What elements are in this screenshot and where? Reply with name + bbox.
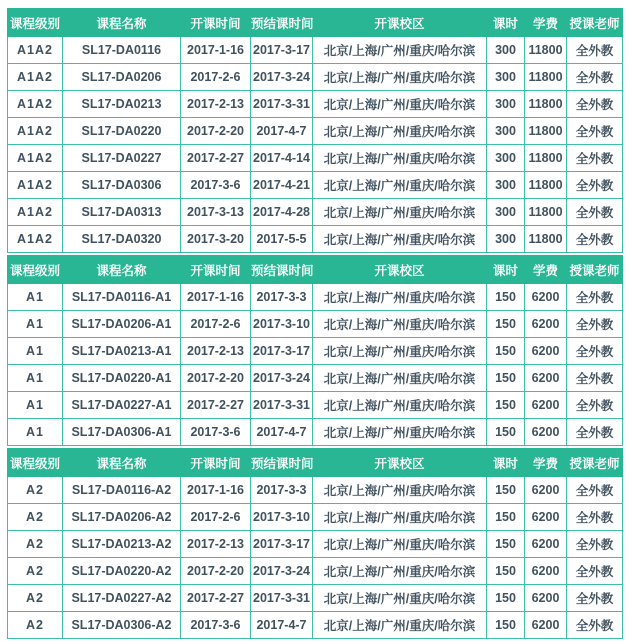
course-table-A2 [7,448,623,639]
table-cell: 北京/上海/广州/重庆/哈尔滨 [313,226,487,253]
table-cell: 2017-2-13 [181,531,251,558]
table-cell: 2017-3-6 [181,612,251,639]
column-header: 课程名称 [63,256,181,284]
table-cell: 300 [487,37,525,64]
table-cell: SL17-DA0227 [63,145,181,172]
table-cell: A2 [8,558,63,585]
table-cell: 150 [487,284,525,311]
table-cell: 6200 [525,504,567,531]
header-row [8,449,623,477]
table-row [8,145,623,172]
table-cell: SL17-DA0206-A2 [63,504,181,531]
table-cell: 北京/上海/广州/重庆/哈尔滨 [313,504,487,531]
table-cell: 北京/上海/广州/重庆/哈尔滨 [313,172,487,199]
table-cell: 6200 [525,284,567,311]
table-cell: 北京/上海/广州/重庆/哈尔滨 [313,284,487,311]
table-cell: 6200 [525,311,567,338]
table-cell: SL17-DA0220-A1 [63,365,181,392]
table-cell: 2017-1-16 [181,284,251,311]
course-table-A1 [7,255,623,446]
table-cell: 2017-4-14 [251,145,313,172]
table-cell: A1 [8,365,63,392]
table-cell: 300 [487,118,525,145]
column-header: 课程名称 [63,449,181,477]
table-row [8,477,623,504]
table-cell: 全外教 [567,118,623,145]
table-row [8,612,623,639]
table-cell: 2017-3-6 [181,419,251,446]
table-row [8,504,623,531]
table-cell: SL17-DA0227-A1 [63,392,181,419]
table-cell: 北京/上海/广州/重庆/哈尔滨 [313,477,487,504]
table-cell: 北京/上海/广州/重庆/哈尔滨 [313,419,487,446]
table-cell: 北京/上海/广州/重庆/哈尔滨 [313,37,487,64]
table-cell: A2 [8,585,63,612]
table-cell: 150 [487,338,525,365]
column-header: 学费 [525,256,567,284]
table-cell: 全外教 [567,392,623,419]
table-cell: 150 [487,477,525,504]
table-cell: 2017-4-28 [251,199,313,226]
table-cell: SL17-DA0320 [63,226,181,253]
table-cell: 2017-2-27 [181,585,251,612]
header-row [8,256,623,284]
table-cell: 全外教 [567,311,623,338]
table-cell: 2017-3-24 [251,64,313,91]
table-cell: 2017-4-21 [251,172,313,199]
table-cell: 全外教 [567,531,623,558]
table-cell: A1 [8,338,63,365]
table-cell: 全外教 [567,477,623,504]
table-cell: SL17-DA0213-A2 [63,531,181,558]
table-cell: 2017-3-10 [251,504,313,531]
table-cell: SL17-DA0206 [63,64,181,91]
table-cell: 6200 [525,419,567,446]
table-cell: 11800 [525,172,567,199]
table-cell: 全外教 [567,365,623,392]
column-header: 预结课时间 [251,9,313,37]
table-cell: 6200 [525,338,567,365]
table-cell: 2017-1-16 [181,477,251,504]
table-cell: SL17-DA0116-A1 [63,284,181,311]
column-header: 课时 [487,256,525,284]
table-cell: 2017-4-7 [251,612,313,639]
column-header: 课程名称 [63,9,181,37]
table-cell: A1A2 [8,91,63,118]
table-cell: 150 [487,612,525,639]
table-cell: 北京/上海/广州/重庆/哈尔滨 [313,365,487,392]
table-cell: 150 [487,365,525,392]
table-cell: 150 [487,531,525,558]
table-cell: 2017-4-7 [251,419,313,446]
table-cell: 150 [487,585,525,612]
table-row [8,91,623,118]
table-cell: 全外教 [567,612,623,639]
table-cell: 150 [487,558,525,585]
column-header: 课程级别 [8,256,63,284]
table-cell: 11800 [525,91,567,118]
table-cell: 2017-3-13 [181,199,251,226]
table-cell: 全外教 [567,284,623,311]
column-header: 开课校区 [313,449,487,477]
table-cell: 2017-2-13 [181,91,251,118]
table-cell: 2017-3-17 [251,338,313,365]
table-cell: 2017-3-31 [251,585,313,612]
column-header: 课时 [487,449,525,477]
table-cell: A2 [8,612,63,639]
table-cell: A1 [8,284,63,311]
table-row [8,37,623,64]
column-header: 开课时间 [181,9,251,37]
table-cell: 150 [487,311,525,338]
table-cell: 北京/上海/广州/重庆/哈尔滨 [313,91,487,118]
table-row [8,118,623,145]
table-cell: 2017-3-17 [251,37,313,64]
table-cell: 北京/上海/广州/重庆/哈尔滨 [313,612,487,639]
table-cell: 300 [487,145,525,172]
table-cell: 2017-2-20 [181,365,251,392]
table-cell: 2017-3-3 [251,284,313,311]
table-cell: 2017-3-10 [251,311,313,338]
table-cell: 6200 [525,585,567,612]
table-cell: 2017-2-27 [181,392,251,419]
table-cell: 2017-3-3 [251,477,313,504]
column-header: 开课校区 [313,256,487,284]
table-cell: 11800 [525,37,567,64]
column-header: 开课时间 [181,449,251,477]
table-cell: 11800 [525,199,567,226]
table-cell: A1 [8,419,63,446]
column-header: 开课校区 [313,9,487,37]
table-row [8,199,623,226]
table-cell: SL17-DA0306-A1 [63,419,181,446]
table-cell: A1A2 [8,118,63,145]
column-header: 预结课时间 [251,256,313,284]
table-cell: 6200 [525,531,567,558]
table-row [8,172,623,199]
column-header: 课程级别 [8,449,63,477]
table-cell: 2017-3-31 [251,392,313,419]
table-row [8,392,623,419]
table-cell: 全外教 [567,338,623,365]
table-cell: A1 [8,392,63,419]
table-cell: 2017-3-6 [181,172,251,199]
table-row [8,585,623,612]
table-cell: 2017-3-24 [251,365,313,392]
table-row [8,226,623,253]
table-cell: 全外教 [567,172,623,199]
table-cell: SL17-DA0306 [63,172,181,199]
table-cell: 6200 [525,477,567,504]
table-cell: 全外教 [567,64,623,91]
table-row [8,311,623,338]
table-cell: 全外教 [567,504,623,531]
table-cell: 2017-2-6 [181,504,251,531]
table-cell: 11800 [525,145,567,172]
column-header: 学费 [525,9,567,37]
table-cell: SL17-DA0213-A1 [63,338,181,365]
table-row [8,365,623,392]
table-cell: 300 [487,226,525,253]
table-cell: A1A2 [8,64,63,91]
table-cell: 6200 [525,558,567,585]
table-cell: A1 [8,311,63,338]
column-header: 学费 [525,449,567,477]
table-cell: 2017-2-13 [181,338,251,365]
table-cell: 2017-2-27 [181,145,251,172]
table-cell: 北京/上海/广州/重庆/哈尔滨 [313,585,487,612]
table-cell: SL17-DA0313 [63,199,181,226]
table-cell: A1A2 [8,145,63,172]
table-cell: 北京/上海/广州/重庆/哈尔滨 [313,145,487,172]
column-header: 授课老师 [567,256,623,284]
table-cell: 2017-2-6 [181,64,251,91]
table-cell: 2017-3-24 [251,558,313,585]
table-cell: 全外教 [567,226,623,253]
column-header: 课时 [487,9,525,37]
table-cell: A1A2 [8,199,63,226]
table-cell: 2017-5-5 [251,226,313,253]
column-header: 开课时间 [181,256,251,284]
table-cell: 北京/上海/广州/重庆/哈尔滨 [313,199,487,226]
table-cell: 300 [487,64,525,91]
table-cell: 150 [487,419,525,446]
table-cell: 2017-4-7 [251,118,313,145]
table-cell: 300 [487,91,525,118]
table-cell: A1A2 [8,226,63,253]
column-header: 课程级别 [8,9,63,37]
table-cell: 北京/上海/广州/重庆/哈尔滨 [313,118,487,145]
table-cell: SL17-DA0220 [63,118,181,145]
table-cell: SL17-DA0213 [63,91,181,118]
table-cell: 2017-3-17 [251,531,313,558]
table-cell: 全外教 [567,199,623,226]
table-cell: 150 [487,392,525,419]
table-cell: 2017-1-16 [181,37,251,64]
table-cell: 全外教 [567,91,623,118]
table-cell: 全外教 [567,145,623,172]
table-cell: 2017-3-20 [181,226,251,253]
table-cell: 2017-2-6 [181,311,251,338]
table-cell: A2 [8,531,63,558]
column-header: 授课老师 [567,9,623,37]
table-cell: 150 [487,504,525,531]
table-cell: 6200 [525,365,567,392]
table-cell: 北京/上海/广州/重庆/哈尔滨 [313,338,487,365]
table-cell: 11800 [525,118,567,145]
table-cell: 6200 [525,392,567,419]
table-row [8,558,623,585]
table-cell: A2 [8,504,63,531]
table-cell: 北京/上海/广州/重庆/哈尔滨 [313,558,487,585]
table-cell: 300 [487,172,525,199]
table-row [8,64,623,91]
table-cell: 全外教 [567,585,623,612]
table-cell: 全外教 [567,558,623,585]
table-cell: 北京/上海/广州/重庆/哈尔滨 [313,392,487,419]
table-cell: 2017-2-20 [181,118,251,145]
table-cell: 2017-2-20 [181,558,251,585]
table-cell: SL17-DA0227-A2 [63,585,181,612]
table-cell: 2017-3-31 [251,91,313,118]
column-header: 预结课时间 [251,449,313,477]
table-cell: 11800 [525,226,567,253]
table-cell: SL17-DA0116-A2 [63,477,181,504]
column-header: 授课老师 [567,449,623,477]
table-cell: 6200 [525,612,567,639]
table-cell: A2 [8,477,63,504]
course-tables [7,8,622,639]
table-row [8,531,623,558]
header-row [8,9,623,37]
table-cell: 北京/上海/广州/重庆/哈尔滨 [313,531,487,558]
table-cell: 300 [487,199,525,226]
table-cell: SL17-DA0220-A2 [63,558,181,585]
table-cell: 11800 [525,64,567,91]
table-cell: A1A2 [8,172,63,199]
table-row [8,419,623,446]
table-row [8,284,623,311]
table-cell: 全外教 [567,37,623,64]
table-cell: SL17-DA0206-A1 [63,311,181,338]
course-table-A1A2 [7,8,623,253]
table-row [8,338,623,365]
table-cell: SL17-DA0116 [63,37,181,64]
table-cell: 北京/上海/广州/重庆/哈尔滨 [313,64,487,91]
table-cell: 北京/上海/广州/重庆/哈尔滨 [313,311,487,338]
table-cell: SL17-DA0306-A2 [63,612,181,639]
table-cell: A1A2 [8,37,63,64]
table-cell: 全外教 [567,419,623,446]
